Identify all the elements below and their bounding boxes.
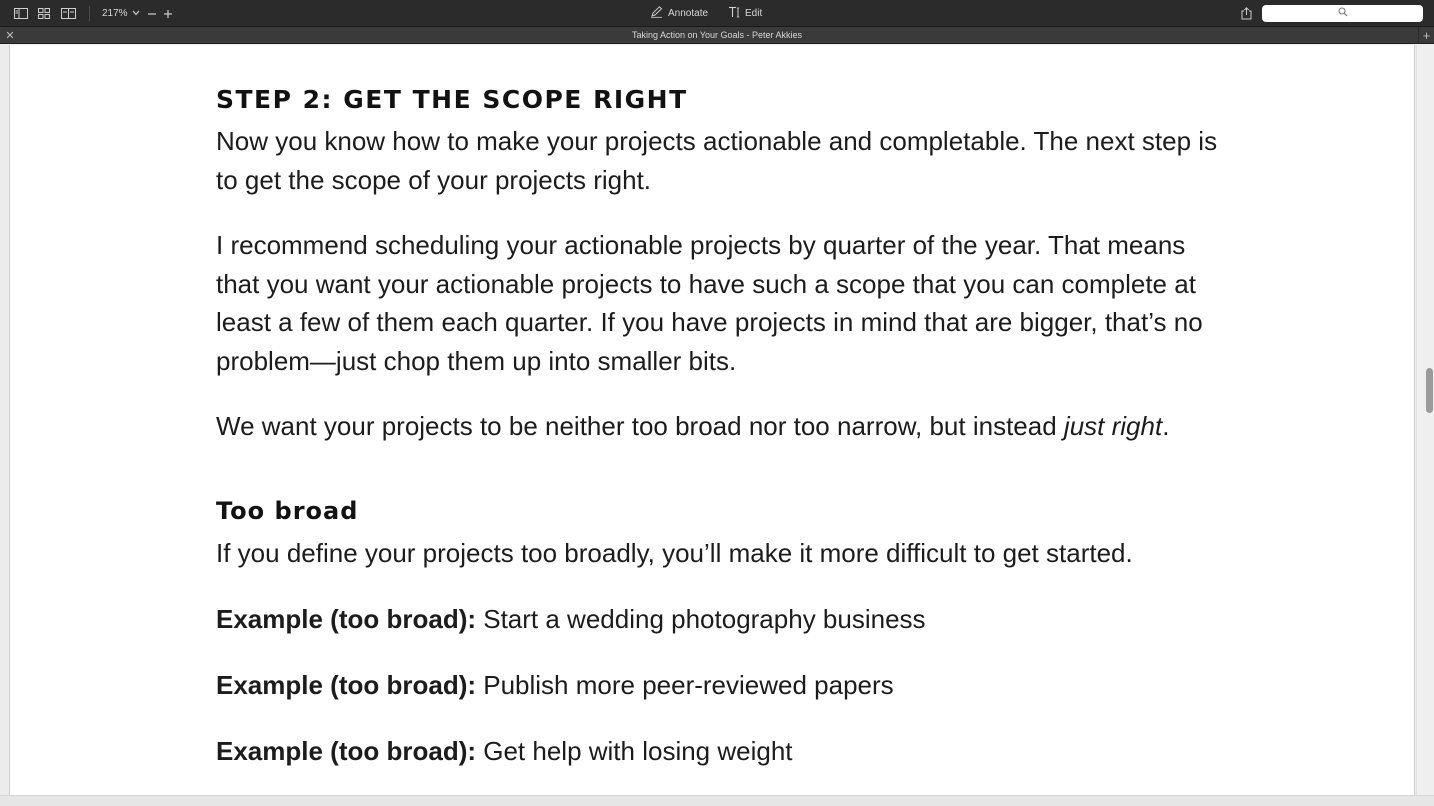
paragraph: [216, 407, 1226, 446]
sidebar-toggle-icon[interactable]: [13, 5, 29, 22]
paragraph-text: .: [1162, 411, 1170, 441]
example-label: Example (too broad):: [216, 736, 477, 766]
annotate-button[interactable]: [650, 5, 708, 22]
edit-label: Edit: [745, 8, 763, 19]
section-heading: STEP 2: GET THE SCOPE RIGHT: [216, 85, 688, 114]
paragraph-text: We want your projects to be neither too broad nor too narrow, but instead: [216, 411, 1064, 441]
example-text: Start a wedding photography business: [476, 604, 926, 634]
document-page: [9, 45, 1415, 795]
tab-bar: [0, 27, 1434, 44]
paragraph: Now you know how to make your projects actionable and completable. The next step is to get the scope of your projects right.: [216, 126, 1218, 195]
edit-button[interactable]: [728, 5, 762, 22]
annotate-label: Annotate: [668, 8, 709, 19]
search-input[interactable]: [1262, 5, 1423, 22]
chevron-down-icon: [132, 8, 140, 19]
zoom-select[interactable]: [102, 5, 140, 22]
new-tab-icon[interactable]: +: [1418, 27, 1434, 44]
text-cursor-icon: [728, 6, 740, 21]
example-label: Example (too broad):: [216, 604, 477, 634]
zoom-value: 217%: [102, 8, 128, 19]
emphasis-text: just right: [1063, 411, 1163, 441]
toolbar-divider: [89, 6, 90, 21]
search-icon: [1338, 7, 1348, 20]
example-line: [216, 666, 894, 704]
scrollbar-thumb[interactable]: [1426, 368, 1433, 413]
paragraph: If you define your projects too broadly, you’ll make it more difficult to get started.: [216, 538, 1133, 568]
example-text: Get help with losing weight: [476, 736, 793, 766]
vertical-scrollbar[interactable]: [1416, 45, 1434, 795]
example-line: [216, 732, 793, 770]
subsection-heading: Too broad: [216, 497, 359, 525]
bottom-edge: [0, 795, 1434, 806]
zoom-in-icon[interactable]: [162, 5, 174, 22]
example-label: Example (too broad):: [216, 670, 477, 700]
thumbnail-grid-icon[interactable]: [37, 5, 51, 22]
zoom-out-icon[interactable]: [146, 5, 158, 22]
two-page-view-icon[interactable]: [60, 5, 76, 22]
example-text: Publish more peer-reviewed papers: [476, 670, 894, 700]
close-icon[interactable]: ✕: [5, 29, 15, 42]
pen-icon: [650, 6, 663, 21]
share-icon[interactable]: [1239, 5, 1253, 22]
tab-title[interactable]: Taking Action on Your Goals - Peter Akkies: [631, 30, 803, 40]
example-line: [216, 600, 926, 638]
paragraph: I recommend scheduling your actionable projects by quarter of the year. That means that you want your actionable projects to have such a scope that you can complete at least a few of them each quarter. If you have projects in mind that are bigger, that’s no problem—just chop them up into smaller bits.: [216, 230, 1203, 376]
document-area: [0, 45, 1434, 806]
toolbar: [0, 0, 1434, 27]
